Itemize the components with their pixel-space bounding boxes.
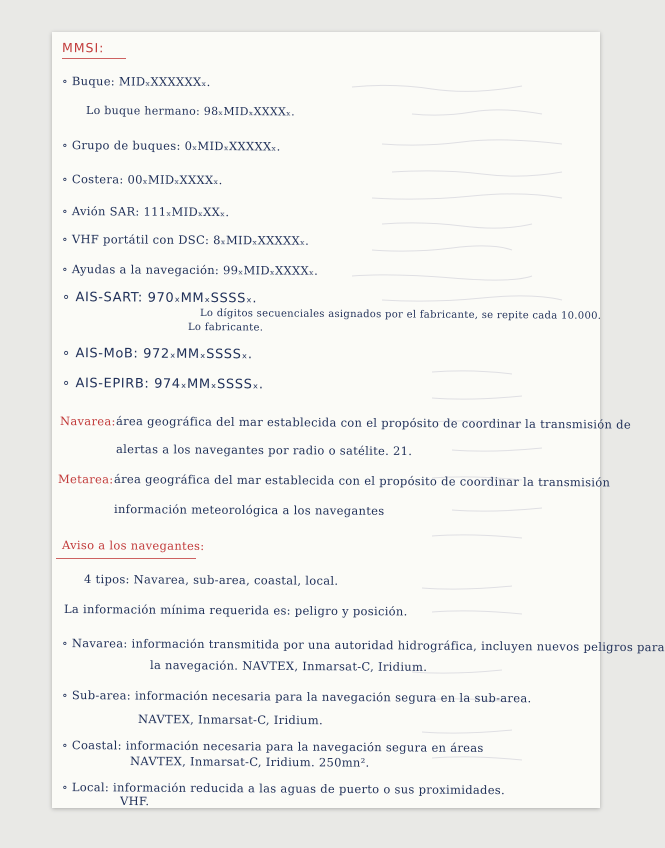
notebook-page — [52, 32, 665, 809]
avisos-coastal-line2: NAVTEX, Inmarsat-C, Iridium. 250mn². — [129, 754, 370, 770]
avisos-heading-underline — [56, 558, 196, 559]
title-underline — [62, 58, 126, 59]
mmsi-ayudas-navegacion: ∘ Ayudas a la navegación: 99ₓMIDₓXXXXₓ. — [61, 262, 319, 278]
mmsi-avion-sar: ∘ Avión SAR: 111ₓMIDₓXXₓ. — [61, 204, 230, 220]
navarea-def-line2: alertas a los navegantes por radio o satélite. 21. — [115, 442, 413, 459]
metarea-def-line2: información meteorológica a los navegantes — [113, 502, 385, 518]
avisos-heading: Aviso a los navegantes: — [61, 538, 205, 553]
avisos-subarea-line1: ∘ Sub-area: información necesaria para la navegación segura en la sub-area. — [61, 688, 532, 706]
ais-sart-note-digits: Lo dígitos secuenciales asignados por el fabricante, se repite cada 10.000. — [199, 308, 602, 322]
avisos-local-line1: ∘ Local: información reducida a las aguas de puerto o sus proximidades. — [61, 780, 506, 798]
mmsi-vhf-portatil: ∘ VHF portátil con DSC: 8ₓMIDₓXXXXXₓ. — [61, 232, 310, 248]
metarea-term: Metarea: — [57, 472, 114, 487]
avisos-local-line2: VHF. — [119, 794, 150, 809]
mmsi-buque: ∘ Buque: MIDₓXXXXXXₓ. — [61, 74, 211, 90]
avisos-navarea-line1: ∘ Navarea: información transmitida por una autoridad hidrográfica, incluyen nuevos peligros para — [61, 636, 665, 655]
mmsi-grupo-buques: ∘ Grupo de buques: 0ₓMIDₓXXXXXₓ. — [61, 138, 281, 154]
mmsi-buque-hermano: Lo buque hermano: 98ₓMIDₓXXXXₓ. — [85, 104, 296, 119]
avisos-info-minima: La información mínima requerida es: peligro y posición. — [63, 602, 408, 619]
metarea-def-line1: área geográfica del mar establecida con el propósito de coordinar la transmisión — [113, 472, 611, 490]
avisos-coastal-line1: ∘ Coastal: información necesaria para la navegación segura en áreas — [61, 738, 484, 755]
avisos-tipos: 4 tipos: Navarea, sub-area, coastal, local. — [83, 572, 339, 588]
mmsi-ais-sart: ∘ AIS-SART: 970ₓMMₓSSSSₓ. — [61, 290, 258, 307]
mmsi-ais-epirb: ∘ AIS-EPIRB: 974ₓMMₓSSSSₓ. — [61, 376, 264, 393]
mmsi-costera: ∘ Costera: 00ₓMIDₓXXXXₓ. — [61, 172, 223, 188]
avisos-navarea-line2: la navegación. NAVTEX, Inmarsat-C, Iridium. — [149, 658, 428, 674]
avisos-subarea-line2: NAVTEX, Inmarsat-C, Iridium. — [137, 712, 324, 728]
ais-sart-note-fabricante: Lo fabricante. — [187, 322, 264, 334]
navarea-term: Navarea: — [59, 414, 116, 429]
mmsi-ais-mob: ∘ AIS-MoB: 972ₓMMₓSSSSₓ. — [61, 346, 253, 363]
navarea-def-line1: área geográfica del mar establecida con el propósito de coordinar la transmisión de — [115, 414, 632, 432]
page-title: MMSI: — [61, 40, 105, 56]
